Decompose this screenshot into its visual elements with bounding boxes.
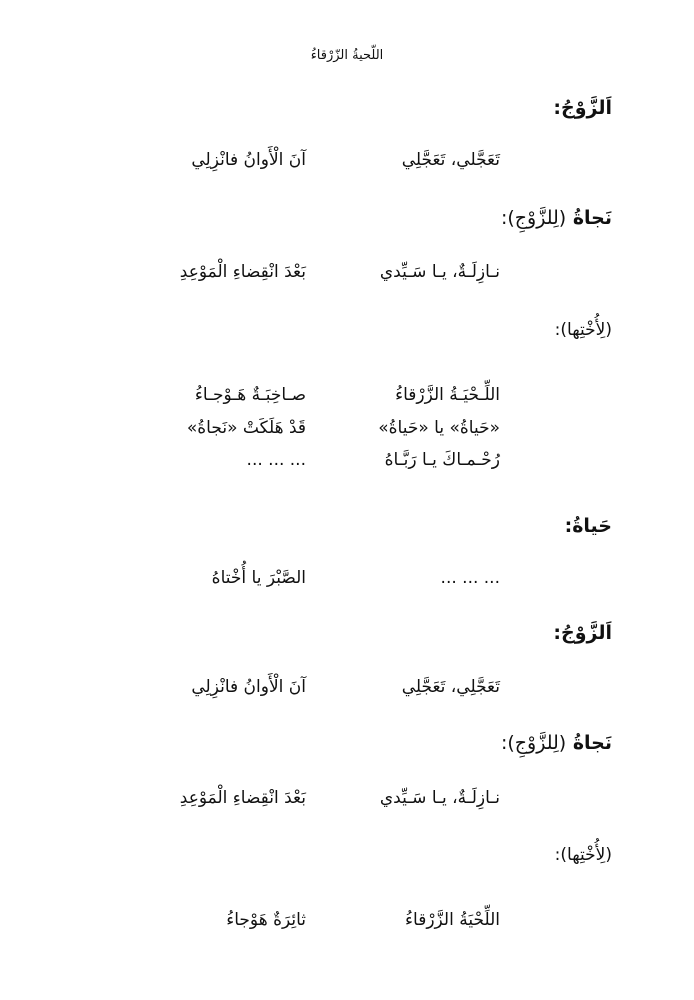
verse-line: [0, 910, 694, 936]
speaker-label: [565, 515, 612, 537]
verse-line: [0, 262, 694, 288]
verse-line: [0, 677, 694, 703]
stage-direction: (لِأُخْتِها):: [554, 320, 612, 340]
verse-line: [0, 450, 694, 476]
verse-hemistich-first: ... ... ...: [440, 568, 500, 588]
verse-hemistich-first: تَعَجَّلي، تَعَجَّلِي: [401, 150, 500, 170]
verse-hemistich-first: رُحْـمـاكَ يـا رَبَّـاهُ: [384, 450, 500, 470]
verse-hemistich-first: نـازِلَـةٌ، يـا سَـيِّدي: [379, 788, 500, 808]
verse-line: [0, 568, 694, 594]
verse-line: [0, 418, 694, 444]
page-title: اللّحيةُ الزّرْقاءُ: [310, 48, 384, 63]
verse-hemistich-first: نـازِلَـةٌ، يـا سَـيِّدي: [379, 262, 500, 282]
verse-hemistich-first: اللِّحْيَةُ الزَّرْقاءُ: [405, 910, 500, 930]
verse-hemistich-first: تَعَجَّلِي، تَعَجَّلِي: [401, 677, 500, 697]
verse-hemistich-second: ثائِرَةٌ هَوْجاءُ: [226, 910, 306, 930]
speaker-name: اَلزَّوْجُ:: [553, 97, 612, 119]
verse-hemistich-second: صـاخِبَـةٌ هَـوْجـاءُ: [194, 385, 306, 405]
verse-hemistich-first: اللِّـحْيَـةُ الزَّرْقاءُ: [395, 385, 500, 405]
speaker-label: [501, 207, 612, 229]
verse-line: [0, 385, 694, 411]
stage-direction: (لِأُخْتِها):: [554, 845, 612, 865]
speaker-note: (لِلزَّوْجِ):: [500, 732, 567, 754]
speaker-label: [553, 622, 612, 644]
verse-hemistich-second: الصَّبْرَ يا أُخْتاهُ: [211, 568, 306, 588]
verse-hemistich-second: آنَ الْأَوانُ فانْزِلِي: [191, 677, 306, 697]
verse-hemistich-first: «حَياةُ» يا «حَياةُ»: [378, 418, 500, 438]
verse-hemistich-second: بَعْدَ انْقِضاءِ الْمَوْعِدِ: [179, 262, 306, 282]
speaker-label: [501, 732, 612, 754]
speaker-label: [553, 97, 612, 119]
speaker-name: اَلزَّوْجُ:: [553, 622, 612, 644]
speaker-name: حَياةُ:: [564, 515, 612, 537]
verse-line: [0, 150, 694, 176]
verse-hemistich-second: آنَ الْأَوانُ فانْزِلِي: [191, 150, 306, 170]
verse-hemistich-second: قَدْ هَلَكَتْ «نَجاةُ»: [186, 418, 306, 438]
verse-hemistich-second: ... ... ...: [246, 450, 306, 470]
speaker-name: نَجاةُ: [572, 207, 612, 229]
speaker-note: (لِلزَّوْجِ):: [500, 207, 567, 229]
speaker-name: نَجاةُ: [572, 732, 612, 754]
verse-line: [0, 788, 694, 814]
verse-hemistich-second: بَعْدَ انْقِضاءِ الْمَوْعِدِ: [179, 788, 306, 808]
